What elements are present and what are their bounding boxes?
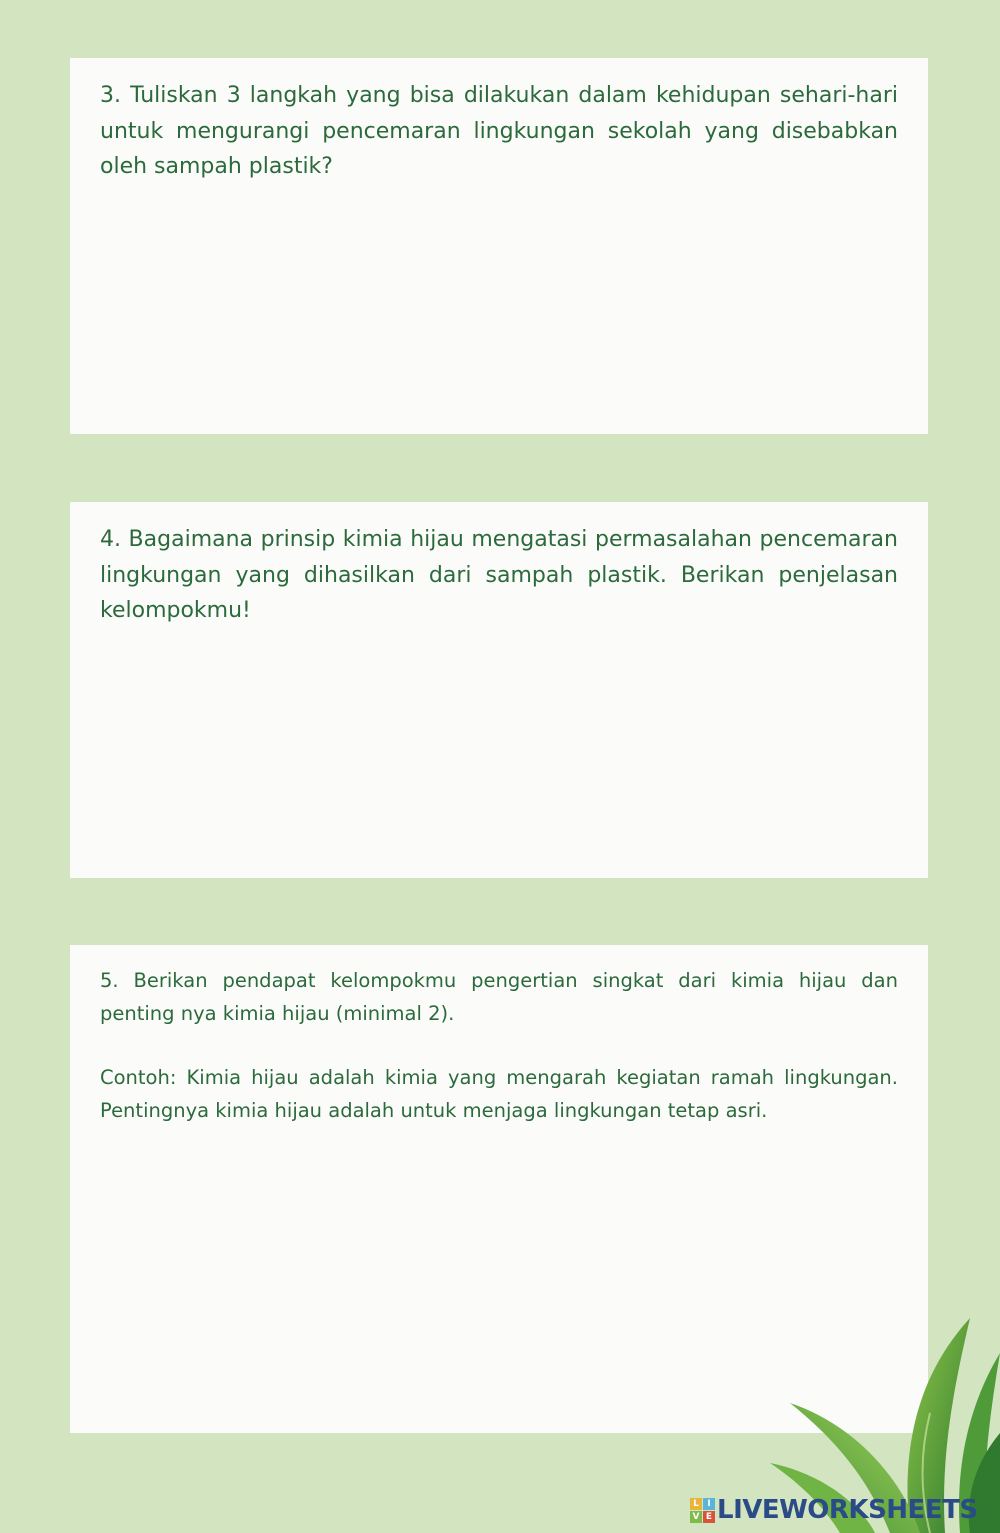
question-4-card [70, 502, 928, 878]
question-5-text: 5. Berikan pendapat kelompokmu pengertian singkat dari kimia hijau dan penting nya kimia hijau (minimal 2). [100, 969, 898, 1025]
liveworksheets-brand [690, 1494, 978, 1526]
question-4-text: 4. Bagaimana prinsip kimia hijau mengatasi permasalahan pencemaran lingkungan yang dihasilkan dari sampah plastik. Berikan penjelasan kelompokmu! [100, 527, 898, 623]
question-5-example: Contoh: Kimia hijau adalah kimia yang mengarah kegiatan ramah lingkungan. Pentingnya kimia hijau adalah untuk menjaga lingkungan tetap asri. [100, 1066, 898, 1122]
question-3-text: 3. Tuliskan 3 langkah yang bisa dilakukan dalam kehidupan sehari-hari untuk mengurangi pencemaran lingkungan sekolah yang disebabkan oleh sampah plastik? [100, 83, 898, 179]
liveworksheets-wordmark: LIVEWORKSHEETS [717, 1495, 978, 1525]
liveworksheets-logo-icon: L I V E [690, 1498, 715, 1523]
question-3-card [70, 58, 928, 434]
